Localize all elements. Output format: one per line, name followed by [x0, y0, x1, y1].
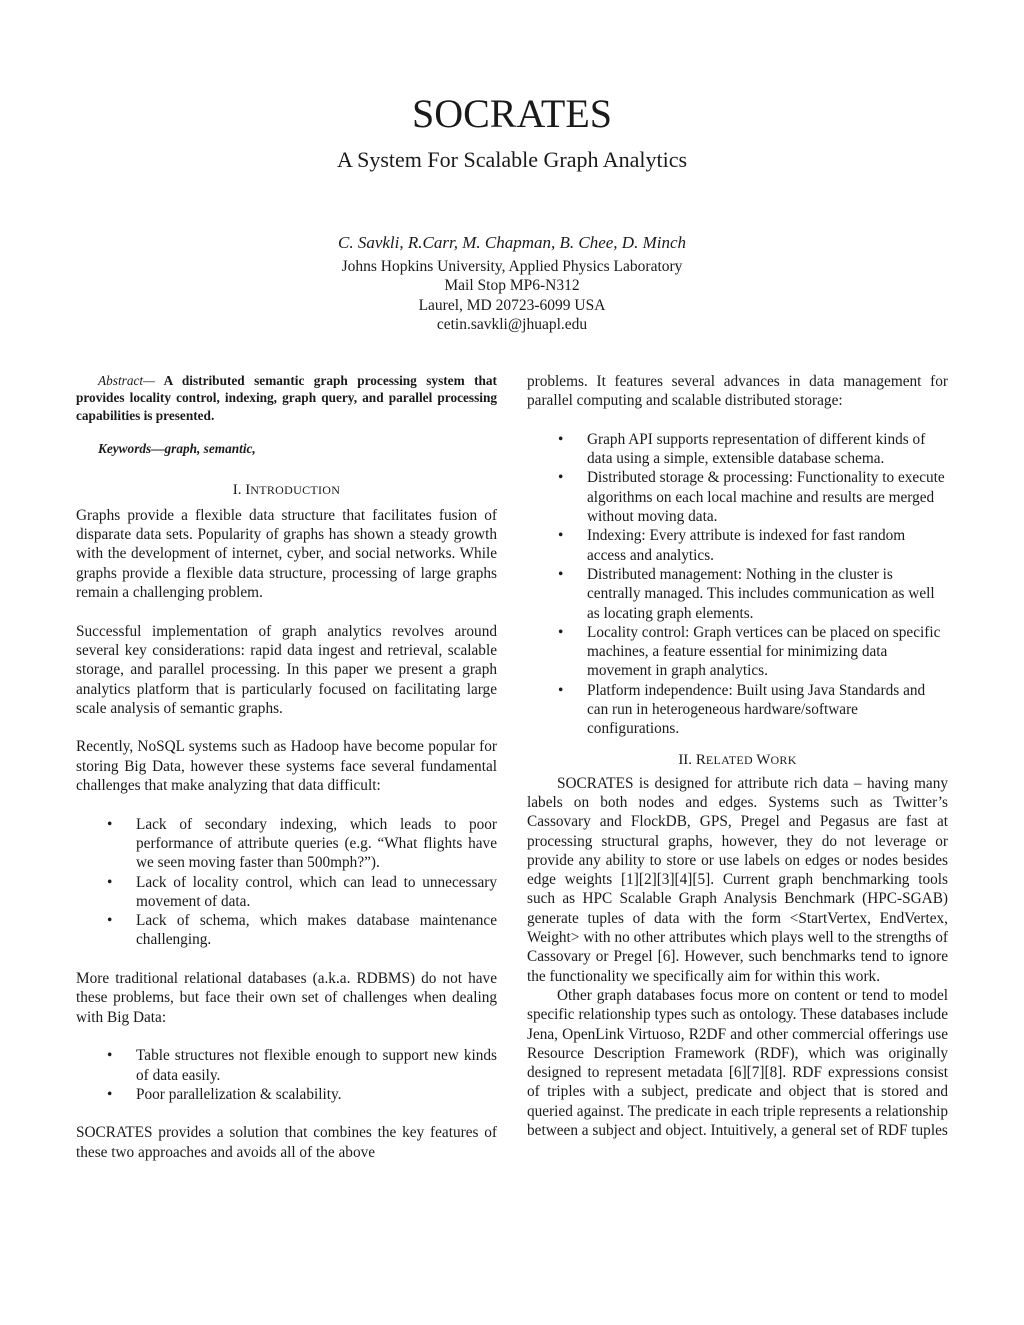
- list-item: • Lack of secondary indexing, which leads to poor performance of attribute queries (e.g. “What flights have we seen moving faster than 500mph?”).: [76, 815, 497, 873]
- paragraph: Recently, NoSQL systems such as Hadoop have become popular for storing Big Data, however these systems face several fundamental challenges that make analyzing that data difficult:: [76, 738, 497, 795]
- list-item: • Lack of locality control, which can lead to unnecessary movement of data.: [76, 873, 497, 912]
- rdbms-challenges-list: [76, 1046, 497, 1104]
- list-item: • Distributed management: Nothing in the cluster is centrally managed. This includes communication as well as locating graph elements.: [527, 565, 948, 623]
- list-item: • Graph API supports representation of different kinds of data using a simple, extensible database schema.: [527, 430, 948, 469]
- keywords-text: graph, semantic,: [164, 440, 256, 456]
- paper-subtitle: A System For Scalable Graph Analytics: [336, 147, 688, 172]
- section-heading-related-work: II. RELATED WORK: [678, 751, 797, 768]
- paragraph: Successful implementation of graph analytics revolves around several key considerations: rapid data ingest and retrieval, scalable storage, and parallel processing. In this paper we present a graph analytics platform that is particularly focused on facilitating large scale analysis of semantic graphs.: [76, 622, 497, 717]
- abstract: [76, 372, 497, 424]
- list-item: • Lack of schema, which makes database maintenance challenging.: [76, 911, 497, 950]
- abstract-text: A distributed semantic graph processing system that provides locality control, indexing, graph query, and parallel processing capabilities is presented.: [76, 373, 497, 423]
- nosql-challenges-list: [76, 815, 497, 950]
- affiliation-line: Laurel, MD 20723-6099 USA: [418, 296, 606, 314]
- paragraph: SOCRATES is designed for attribute rich data – having many labels on both nodes and edges. Systems such as Twitter’s Cassovary and FlockDB, GPS, Pregel and Pegasus are fast at processing structural graphs, however, they do not leverage or provide any ability to store or use labels on edges or nodes besides edge weights [1][2][3][4][5]. Current graph benchmarking tools such as HPC Scalable Graph Analysis Benchmark (HPC-SGAB) generate tuples of data with the form <StartVertex, EndVertex, Weight> with no other attributes which plays well to the strengths of Cassovary or Pregel [6]. However, such benchmarks tend to ignore the functionality we specifically aim for within this work.: [527, 774, 948, 985]
- abstract-label: Abstract—: [98, 373, 155, 388]
- paragraph: Graphs provide a flexible data structure that facilitates fusion of disparate data sets. Popularity of graphs has shown a steady growth with the development of internet, cyber, and social networks. While graphs provide a flexible data structure, processing of large graphs remain a challenging problem.: [76, 506, 497, 602]
- author-list: C. Savkli, R.Carr, M. Chapman, B. Chee, D. Minch: [338, 233, 686, 252]
- paragraph: SOCRATES provides a solution that combines the key features of these two approaches and avoids all of the above: [76, 1124, 497, 1161]
- author-email: cetin.savkli@jhuapl.edu: [436, 315, 588, 333]
- affiliation-line: Johns Hopkins University, Applied Physics Laboratory: [341, 258, 683, 275]
- list-item: • Poor parallelization & scalability.: [76, 1085, 497, 1104]
- right-column: [527, 372, 948, 1140]
- features-list: [527, 430, 948, 739]
- affiliation-line: Mail Stop MP6-N312: [444, 277, 580, 295]
- paragraph: problems. It features several advances in data management for parallel computing and scalable distributed storage:: [527, 373, 948, 410]
- paragraph: Other graph databases focus more on content or tend to model specific relationship types such as ontology. These databases include Jena, OpenLink Virtuoso, R2DF and other commercial offerings use Resource Description Framework (RDF), which was originally designed to represent metadata [6][7][8]. RDF expressions consist of triples with a subject, predicate and object that is stored and queried against. The predicate in each triple represents a relationship between a subject and object. Intuitively, a general set of RDF tuples: [527, 986, 948, 1139]
- list-item: • Platform independence: Built using Java Standards and can run in heterogeneous hardware/software configurations.: [527, 681, 948, 739]
- keywords: [76, 440, 497, 457]
- section-number: I.: [232, 481, 242, 498]
- list-item: • Locality control: Graph vertices can be placed on specific machines, a feature essential for minimizing data movement in graph analytics.: [527, 623, 948, 681]
- paper-title: SOCRATES: [411, 91, 613, 136]
- paragraph: More traditional relational databases (a.k.a. RDBMS) do not have these problems, but face their own set of challenges when dealing with Big Data:: [76, 970, 497, 1026]
- left-column: [76, 372, 497, 1162]
- section-heading-introduction: I. INTRODUCTION: [232, 481, 341, 498]
- affiliation-block: [0, 257, 1024, 334]
- section-number: II.: [678, 751, 693, 768]
- keywords-label: Keywords—: [98, 440, 165, 456]
- list-item: • Table structures not flexible enough to support new kinds of data easily.: [76, 1046, 497, 1085]
- list-item: • Distributed storage & processing: Functionality to execute algorithms on each local machine and results are merged without moving data.: [527, 468, 948, 526]
- list-item: • Indexing: Every attribute is indexed for fast random access and analytics.: [527, 526, 948, 565]
